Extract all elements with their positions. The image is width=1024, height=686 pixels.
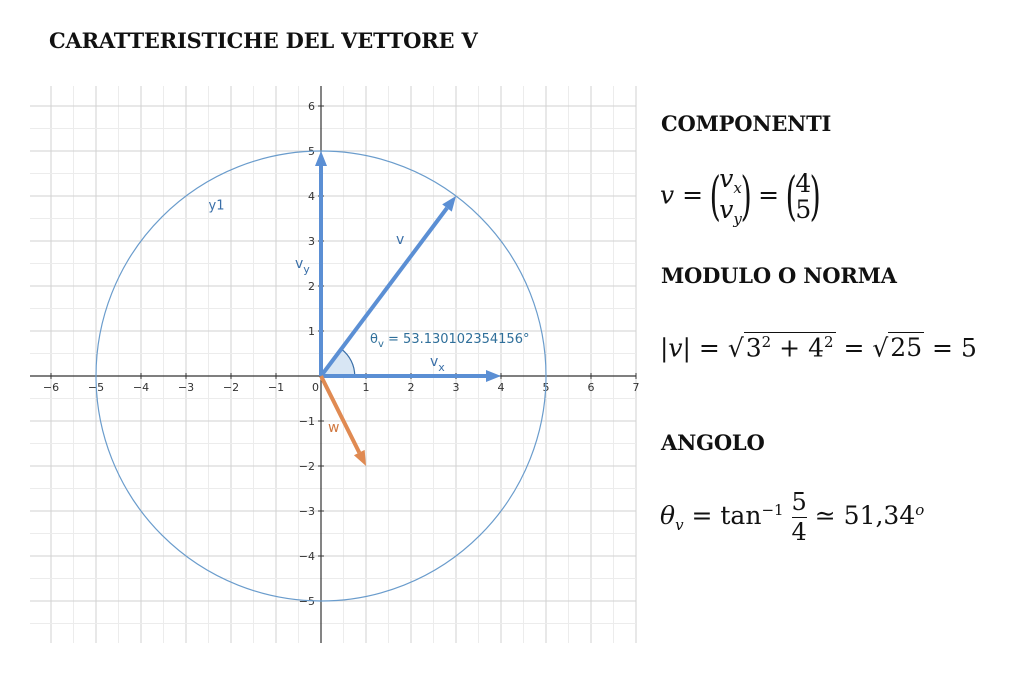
x-tick-label: 7 <box>632 381 640 394</box>
y-tick-label: −5 <box>298 595 315 608</box>
x-tick-label: 1 <box>362 381 370 394</box>
x-tick-label: −6 <box>42 381 60 394</box>
y-tick-label: −2 <box>298 460 315 473</box>
x-tick-label: 2 <box>407 381 415 394</box>
x-tick-label: −5 <box>87 381 105 394</box>
x-tick-label: 5 <box>542 381 550 394</box>
y-tick-label: 2 <box>308 280 315 293</box>
y-tick-label: 4 <box>308 190 315 203</box>
x-tick-label: −3 <box>177 381 195 394</box>
x-tick-label: 4 <box>497 381 505 394</box>
angle-label: $\theta_v = 53.130102354156^\circ$ <box>370 332 530 350</box>
x-tick-label: 3 <box>452 381 460 394</box>
x-tick-label: −1 <box>267 381 285 394</box>
y-tick-label: −3 <box>298 505 315 518</box>
components-heading: COMPONENTI <box>661 111 832 136</box>
x-tick-label: −4 <box>132 381 150 394</box>
y-tick-label: −1 <box>298 415 315 428</box>
y-tick-label: 6 <box>308 100 315 113</box>
vector-v-label: v <box>396 232 405 248</box>
components-formula: v = ( $v_x$ $v_y$ ) = ( 4 5 ) <box>660 164 821 228</box>
vector-w-label: w <box>328 420 340 436</box>
norm-formula: $|v| = √3^2 + 4^2 = √25 = 5$ <box>660 333 977 363</box>
y-tick-label: −4 <box>298 550 315 563</box>
x-tick-label: −2 <box>222 381 240 394</box>
vector-v-shaft <box>321 208 447 376</box>
y-tick-label: 3 <box>308 235 315 248</box>
x-tick-label: 6 <box>587 381 595 394</box>
angle-heading: ANGOLO <box>661 430 765 455</box>
vector-vy-label: $v_y$ <box>295 256 310 276</box>
y-tick-label: 1 <box>308 325 315 338</box>
circle-label: y1 <box>208 198 225 214</box>
angle-formula: $\theta_v = \tan^{-1}$ $\frac{5}{4}$ ≃ 51,34$^o$ <box>660 488 925 547</box>
norm-heading: MODULO O NORMA <box>661 263 897 288</box>
vector-w-head <box>354 450 366 466</box>
x-tick-label: 0 <box>312 381 319 394</box>
vector-w-shaft <box>321 376 359 453</box>
y-tick-label: 5 <box>308 145 315 158</box>
vector-vy-head <box>315 151 327 166</box>
vector-vx-label: $v_x$ <box>430 354 445 374</box>
page-title: CARATTERISTICHE DEL VETTORE V <box>49 28 478 53</box>
